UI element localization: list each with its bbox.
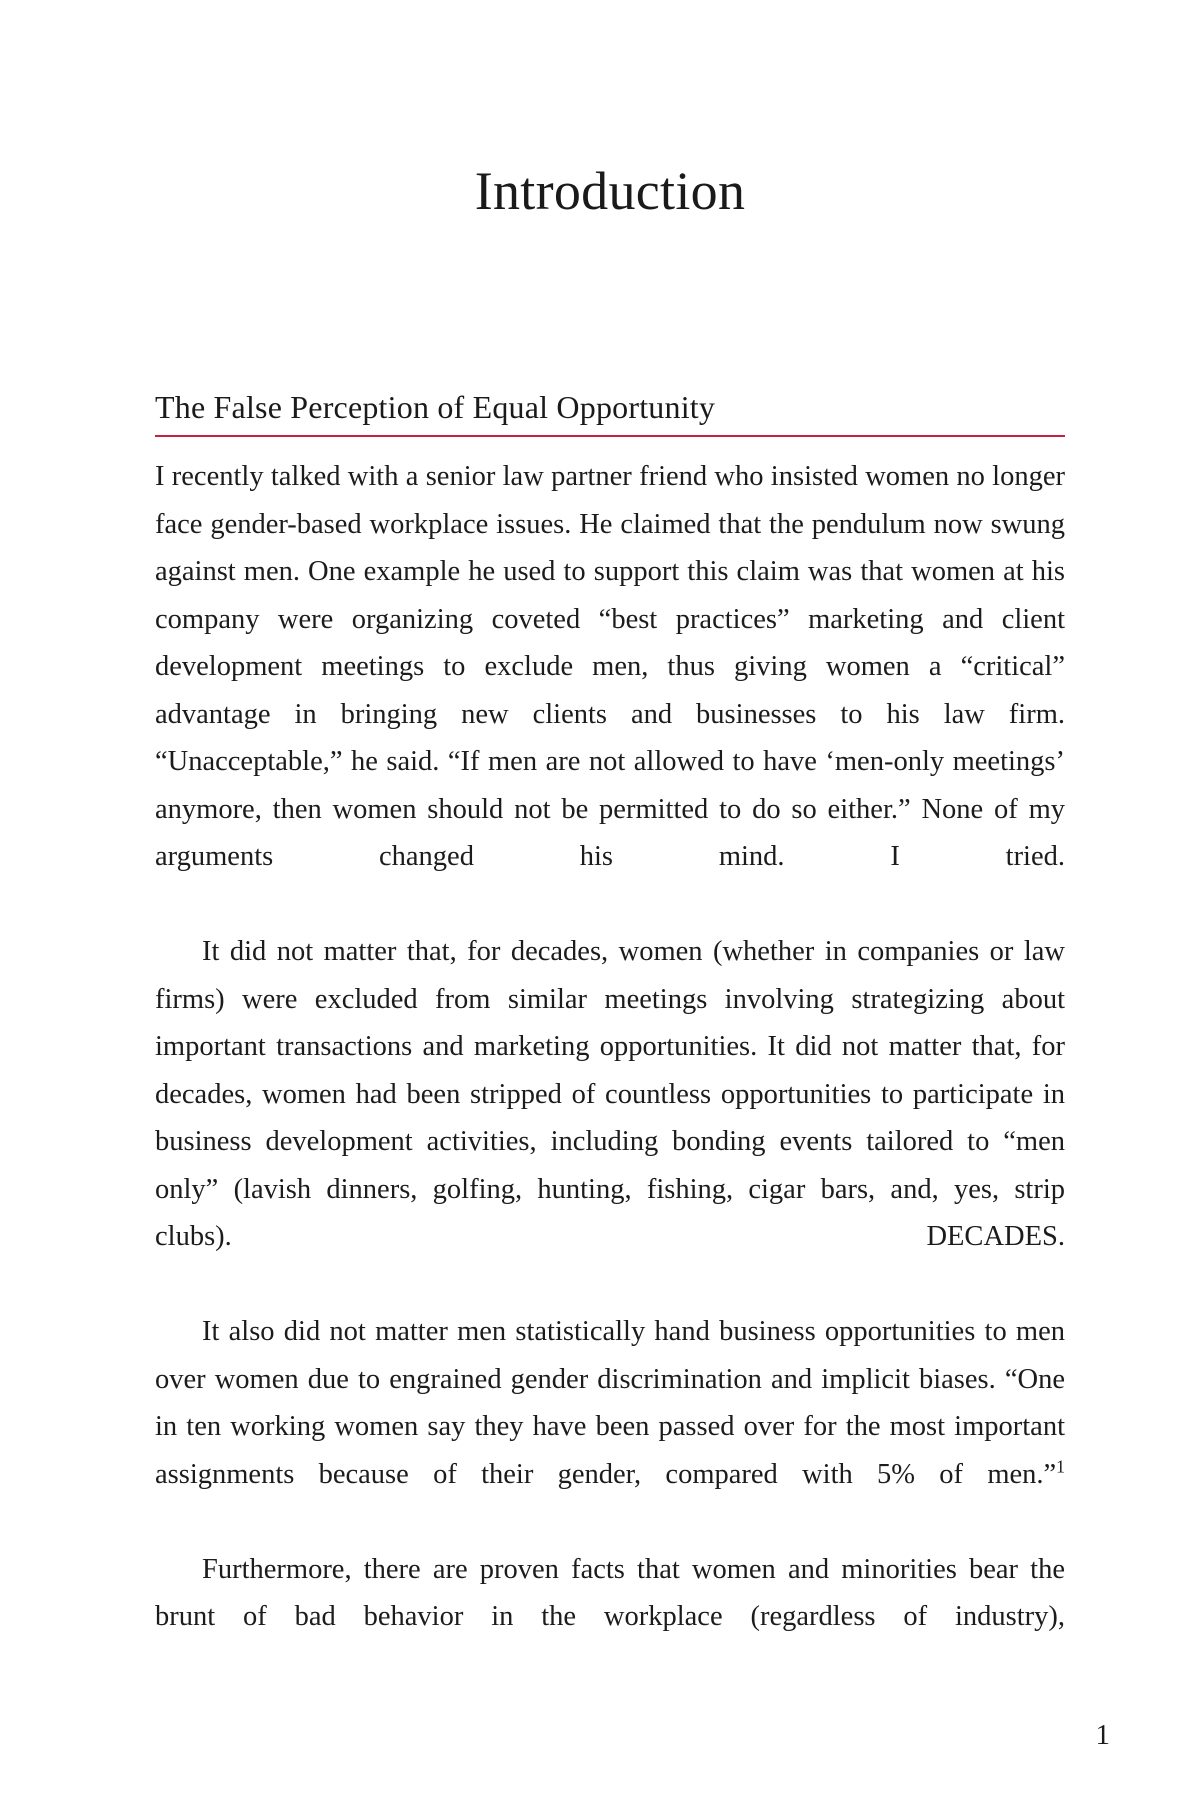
paragraph-1: I recently talked with a senior law partner friend who insisted women no longer face gender-based workplace issues. He claimed that the pendulum now swung against men. One example he used to support this claim was that women at his company were organizing coveted “best practices” marketing and client development meetings to exclude men, thus giving women a “critical” advantage in bringing new clients and businesses to his law firm. “Unacceptable,” he said. “If men are not allowed to have ‘men-only meetings’ anymore, then women should not be permitted to do so either.” None of my arguments changed his mind. I tried.	[155, 461, 1065, 873]
footnote-reference-marker[interactable]: 1	[1056, 1456, 1065, 1477]
paragraph-3-text: It also did not matter men statistically hand business opportunities to men over women due to engrained gender discrimination and implicit biases. “One in ten working women say they have been passed over for the most important assignments because of their gender, compared with 5% of men.”	[155, 1316, 1065, 1490]
paragraph-4: Furthermore, there are proven facts that women and minorities bear the brunt of bad behavior in the workplace (regardless of industry),	[155, 1553, 1065, 1633]
page-content-column	[155, 0, 1065, 1688]
page-number: 1	[1095, 1719, 1110, 1751]
paragraph-3	[155, 1308, 1065, 1546]
paragraph-2: It did not matter that, for decades, women (whether in companies or law firms) were excluded from similar meetings involving strategizing about important transactions and marketing opportunities. It did not matter that, for decades, women had been stripped of countless opportunities to participate in business development activities, including bonding events tailored to “men only” (lavish dinners, golfing, hunting, fishing, cigar bars, and, yes, strip clubs). DECADES.	[155, 936, 1065, 1253]
body-copy	[155, 437, 1065, 1688]
chapter-title: Introduction	[474, 161, 746, 221]
section-heading: The False Perception of Equal Opportunity	[155, 389, 716, 426]
